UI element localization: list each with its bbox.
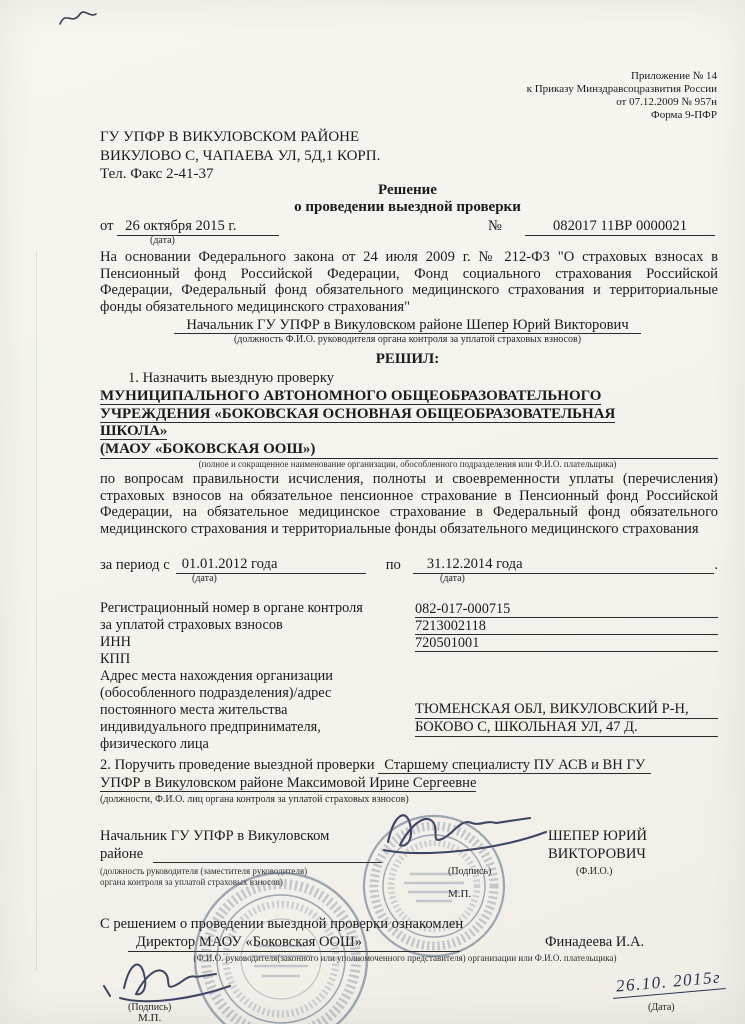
ack-caption: (Ф.И.О. руководителя(законного или уполномоченного представителя) организации или Ф.И.О. плательщика) <box>193 953 617 963</box>
assignment-inspector-line2: УПФР в Викуловском районе Максимовой Ирине Сергеевне <box>100 774 477 791</box>
org-short-name: (МАОУ «БОКОВСКАЯ ООШ») <box>100 441 315 460</box>
resolved-heading: РЕШИЛ: <box>375 351 440 367</box>
position-caption-line: органа контроля за уплатой страховых взносов) <box>100 877 283 887</box>
stamp-place-label-1: М.П. <box>448 888 472 900</box>
date-bottom-caption: (Дата) <box>648 1002 675 1013</box>
inspected-org-name <box>100 388 718 459</box>
item-1: 1. Назначить выездную проверку <box>128 370 335 386</box>
assignment <box>100 757 718 792</box>
signer-position-line1: Начальник ГУ УПФР в Викуловском <box>100 828 330 844</box>
org-name-line: УЧРЕЖДЕНИЯ «БОКОВСКАЯ ОСНОВНАЯ ОБЩЕОБРАЗОВАТЕЛЬНАЯ <box>100 405 616 422</box>
addr-label-line: Адрес места нахождения организации <box>100 668 333 684</box>
scan-edge-artifact <box>36 250 37 970</box>
pen-scribble-mark <box>56 6 100 34</box>
org-name-blank-rule <box>315 441 718 460</box>
position-caption-line: (должность руководителя (заместителя руководителя) <box>100 866 308 876</box>
stamp-place-label-2: М.П. <box>138 1012 162 1024</box>
signature1-caption: (Подпись) <box>448 866 492 877</box>
registration-number-value: 082-017-000715 <box>415 601 718 618</box>
authority-name: ГУ УПФР В ВИКУЛОВСКОМ РАЙОНЕ <box>100 129 360 145</box>
addr-label-line: постоянного места жительства <box>100 702 288 718</box>
acknowledgement-line: С решением о проведении выездной проверки ознакомлен <box>100 916 464 932</box>
inn-value: 7213002118 <box>415 618 718 635</box>
signer-name-caption: (Ф.И.О.) <box>576 866 613 877</box>
ack-director-fio: Финадеева И.А. <box>545 934 645 950</box>
address-value-line2: БОКОВО С, ШКОЛЬНАЯ УЛ, 47 Д. <box>415 719 718 737</box>
doc-meta-row <box>100 218 715 236</box>
round-seal-stamp-2 <box>190 868 372 1024</box>
org-name-line: МУНИЦИПАЛЬНОГО АВТОНОМНОГО ОБЩЕОБРАЗОВАТЕЛЬНОГО <box>100 388 602 404</box>
signer-name-line1: ШЕПЕР ЮРИЙ <box>548 828 648 844</box>
doc-number: 082017 11ВР 0000021 <box>525 218 715 236</box>
head-official-row <box>100 317 715 334</box>
appendix-line: Форма 9-ПФР <box>651 109 717 121</box>
head-official-line: Начальник ГУ УПФР в Викуловском районе Шепер Юрий Викторович <box>174 317 640 334</box>
reg-label-line: за уплатой страховых взносов <box>100 617 283 633</box>
ack-director: Директор МАОУ «Боковская ООШ» <box>128 934 460 952</box>
appendix-reference <box>527 70 717 122</box>
signature2-caption: (Подпись) <box>128 1002 172 1013</box>
period-prefix: за период с <box>100 557 170 573</box>
period-dot: . <box>714 557 718 573</box>
signer-position <box>100 828 382 863</box>
registry-labels <box>100 600 412 753</box>
period-row <box>100 556 718 574</box>
inn-label: ИНН <box>100 634 131 650</box>
reg-label-line: Регистрационный номер в органе контроля <box>100 600 363 616</box>
number-sign: № <box>488 218 502 234</box>
position-blank-rule <box>153 849 382 863</box>
legal-basis: На основании Федерального закона от 24 июля 2009 г. № 212-ФЗ "О страховых взносах в Пенсионный фонд Российской Федерации, Фонд социального страхования Российской Федерации, Федеральный фонд обязательного медицинского страхования и территориальные фонды обязательного медицинского страхования" <box>100 249 718 315</box>
assignment-inspector-line1: Старшему специалисту ПУ АСВ и ВН ГУ <box>378 757 651 774</box>
head-official-caption: (должность Ф.И.О. руководителя органа контроля за уплатой страховых взносов) <box>233 334 582 345</box>
appendix-line: Приложение № 14 <box>630 70 717 82</box>
addr-label-line: индивидуального предпринимателя, <box>100 719 321 735</box>
signer-name-line2: ВИКТОРОВИЧ <box>548 845 646 862</box>
assignment-caption: (должности, Ф.И.О. лиц органа контроля за уплатой страховых взносов) <box>100 794 409 805</box>
addr-label-line: (обособленного подразделения)/адрес <box>100 685 332 701</box>
org-name-line: ШКОЛА» <box>100 423 168 439</box>
address-value-line1: ТЮМЕНСКАЯ ОБЛ, ВИКУЛОВСКИЙ Р-Н, <box>415 701 718 719</box>
title-line1: Решение <box>378 182 437 198</box>
authority-address: ВИКУЛОВО С, ЧАПАЕВА УЛ, 5Д,1 КОРП. <box>100 147 381 164</box>
addr-label-line: физического лица <box>100 736 209 752</box>
signer-name <box>548 828 647 863</box>
period-to-caption: (дата) <box>440 573 465 584</box>
org-name-caption: (полное и сокращенное наименование организации, обособленного подразделения или Ф.И.О. плательщика) <box>198 459 617 469</box>
appendix-line: к Приказу Минздравсоцразвития России <box>526 83 717 95</box>
from-label: от <box>100 218 114 234</box>
signer-position-line2: районе <box>100 845 144 862</box>
period-from-caption: (дата) <box>192 573 217 584</box>
date-caption: (дата) <box>150 235 175 246</box>
period-from: 01.01.2012 года <box>176 556 366 574</box>
authority-phone: Тел. Факс 2-41-37 <box>100 166 214 182</box>
title-line2: о проведении выездной проверки <box>294 198 521 215</box>
period-mid-label: по <box>385 557 401 573</box>
kpp-value: 720501001 <box>415 635 718 652</box>
kpp-label: КПП <box>100 651 131 667</box>
document-title <box>100 182 715 215</box>
period-to: 31.12.2014 года <box>413 556 715 574</box>
doc-date: 26 октября 2015 г. <box>117 218 279 236</box>
assignment-prefix: 2. Поручить проведение выездной проверки <box>100 757 375 773</box>
inspection-subject: по вопросам правильности исчисления, полноты и своевременности уплаты (перечисления) страховых взносов на обязательное пенсионное страхование в Пенсионный фонд Российской Федерации, на обязательное медицинское страхование в Федеральный фонд обязательного медицинского страхования и территориальные фонды обязательного медицинского страхования <box>100 471 718 537</box>
issuing-authority <box>100 128 380 184</box>
appendix-line: от 07.12.2009 № 957н <box>616 96 717 108</box>
handwritten-date: 26.10. 2015г <box>611 967 726 999</box>
